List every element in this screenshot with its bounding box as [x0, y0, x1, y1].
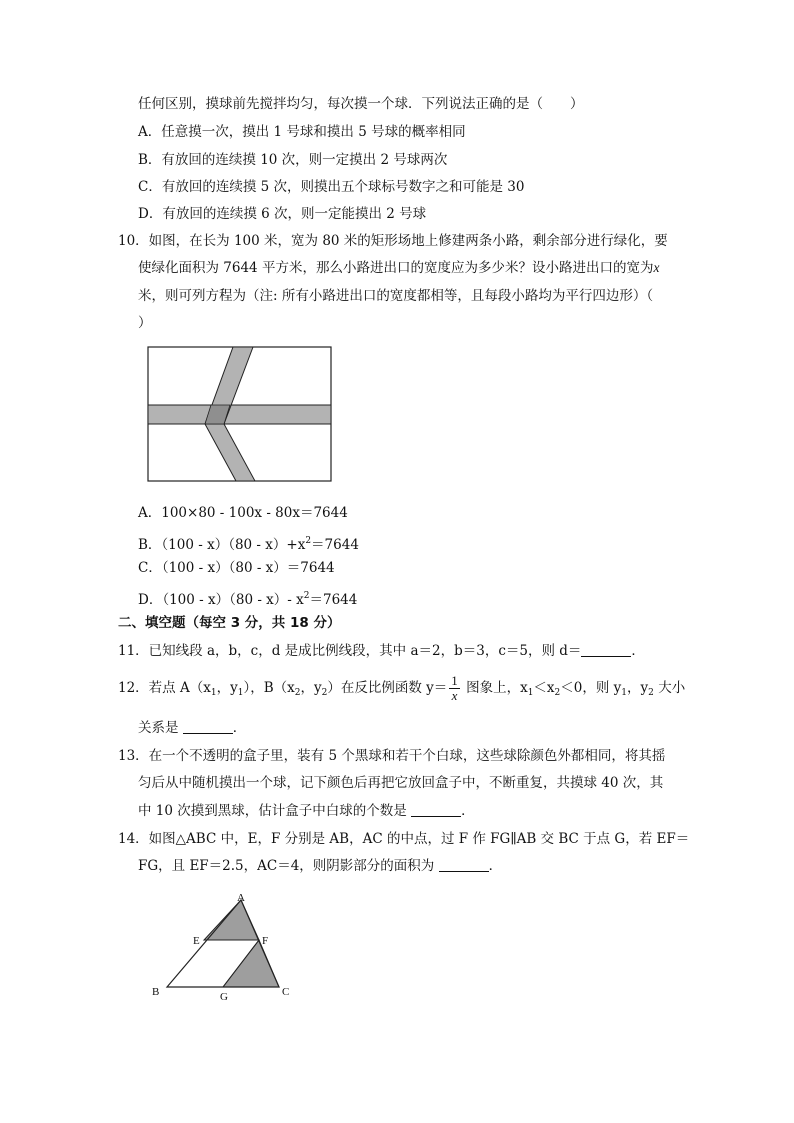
- q9-option-a: A．任意摸一次，摸出 1 号球和摸出 5 号球的概率相同: [138, 124, 466, 140]
- q10-option-a: A．100×80 - 100x - 80x＝7644: [138, 505, 348, 521]
- q12-fraction: [449, 674, 460, 703]
- q12-seg: ，y: [300, 680, 322, 696]
- q10-stem-line1: 10．如图，在长为 100 米，宽为 80 米的矩形场地上修建两条小路，剩余部分进行绿化，要: [118, 233, 668, 249]
- q13-stem-line1: 13．在一个不透明的盒子里，装有 5 个黑球和若干个白球，这些球除颜色外都相同，将其摇: [118, 748, 666, 764]
- q11-stem: [118, 642, 645, 660]
- q9-option-b: B．有放回的连续摸 10 次，则一定摸出 2 号球两次: [138, 152, 448, 168]
- q10-option-c: C．（100 - x）（80 - x）＝7644: [138, 560, 335, 576]
- q10-option-d-exponent: 2: [303, 591, 310, 601]
- q10-stem-line2: [138, 259, 659, 277]
- q12-seg: ＜x: [533, 680, 555, 696]
- shaded-triangle-fgc: [223, 940, 279, 987]
- q12-stem-line2: [138, 719, 246, 737]
- q12-fraction-numerator: 1: [451, 673, 458, 688]
- q13-stem-line3: [138, 802, 475, 820]
- q12-end: ．: [232, 720, 247, 736]
- q12-seg: ），B（x: [243, 680, 295, 696]
- q10-option-d-rhs: ＝7644: [309, 592, 358, 608]
- horizontal-road: [148, 405, 331, 424]
- q10-option-b-text: B．（100 - x）（80 - x）+x: [138, 537, 306, 553]
- q10-stem-line4: ）: [138, 315, 152, 331]
- q14-stem-line2: [138, 857, 502, 875]
- q12-sub: 2: [648, 688, 654, 698]
- q12-sub: 2: [554, 688, 561, 698]
- q12-seg: 大小: [653, 680, 686, 696]
- q10-option-b: [138, 532, 359, 554]
- q11-end: ．: [631, 643, 645, 659]
- label-e: E: [193, 935, 200, 947]
- label-c: C: [282, 986, 290, 998]
- q12-sub: 1: [210, 688, 217, 698]
- q12-answer-blank[interactable]: [183, 721, 233, 734]
- q14-end: ．: [488, 858, 503, 874]
- q10-option-d-text: D．（100 - x）（80 - x）- x: [138, 592, 304, 608]
- label-b: B: [152, 986, 160, 998]
- q13-line3-text: 中 10 次摸到黑球，估计盒子中白球的个数是: [138, 803, 412, 819]
- q12-seg: 图象上，x: [461, 680, 528, 696]
- section-heading: 二、填空题（每空 3 分，共 18 分）: [118, 615, 341, 631]
- q12-fraction-denominator: x: [451, 688, 458, 703]
- q10-option-b-exponent: 2: [305, 536, 312, 546]
- q12-seg: ，y: [627, 680, 649, 696]
- q14-stem-line1: 14．如图△ABC 中，E，F 分别是 AB，AC 的中点，过 F 作 FG∥AB 交 BC 于点 G，若 EF＝: [118, 831, 690, 847]
- q13-stem-line2: 匀后从中随机摸出一个球，记下颜色后再把它放回盒子中，不断重复，共摸球 40 次，其: [138, 775, 664, 791]
- q12-seg: ，y: [216, 680, 238, 696]
- q12-seg: ＜0，则 y: [560, 680, 622, 696]
- label-f: F: [262, 935, 269, 947]
- q13-answer-blank[interactable]: [411, 804, 461, 817]
- q10-stem-line3: 米，则可列方程为（注: 所有小路进出口的宽度都相等，且每段小路均为平行四边形）（: [138, 288, 654, 304]
- q14-triangle-figure: [148, 890, 298, 1005]
- q12-sub: 2: [321, 688, 328, 698]
- q11-text: 11．已知线段 a，b，c，d 是成比例线段，其中 a＝2，b＝3，c＝5，则 d＝: [118, 643, 582, 659]
- q12-sub: 1: [527, 688, 534, 698]
- q10-option-b-rhs: ＝7644: [311, 537, 359, 553]
- q14-answer-blank[interactable]: [439, 859, 489, 872]
- q9-option-c: C．有放回的连续摸 5 次，则摸出五个球标号数字之和可能是 30: [138, 179, 525, 195]
- q12-line2-text: 关系是: [138, 720, 183, 736]
- q12-sub: 1: [237, 688, 244, 698]
- label-a: A: [237, 892, 245, 904]
- q9-option-d: D．有放回的连续摸 6 次，则一定能摸出 2 号球: [138, 206, 427, 222]
- q10-option-d: [138, 587, 357, 609]
- q10-figure: [146, 345, 334, 485]
- q10-variable: x: [653, 260, 660, 275]
- q14-line2-text: FG，且 EF＝2.5，AC＝4，则阴影部分的面积为: [138, 858, 439, 874]
- q11-answer-blank[interactable]: [581, 644, 631, 657]
- q10-stem-line2-text: 使绿化面积为 7644 平方米，那么小路进出口的宽度应为多少米？设小路进出口的宽为: [138, 260, 654, 276]
- q12-seg: ）在反比例函数 y＝: [327, 680, 448, 696]
- q12-stem: [118, 673, 685, 708]
- q13-end: ．: [461, 803, 475, 819]
- label-g: G: [220, 991, 228, 1003]
- q12-seg: 12．若点 A（x: [118, 680, 211, 696]
- q12-sub: 2: [294, 688, 301, 698]
- q12-sub: 1: [621, 688, 628, 698]
- q9-stem-tail: 任何区别，摸球前先搅拌均匀，每次摸一个球．下列说法正确的是（ ）: [138, 96, 584, 112]
